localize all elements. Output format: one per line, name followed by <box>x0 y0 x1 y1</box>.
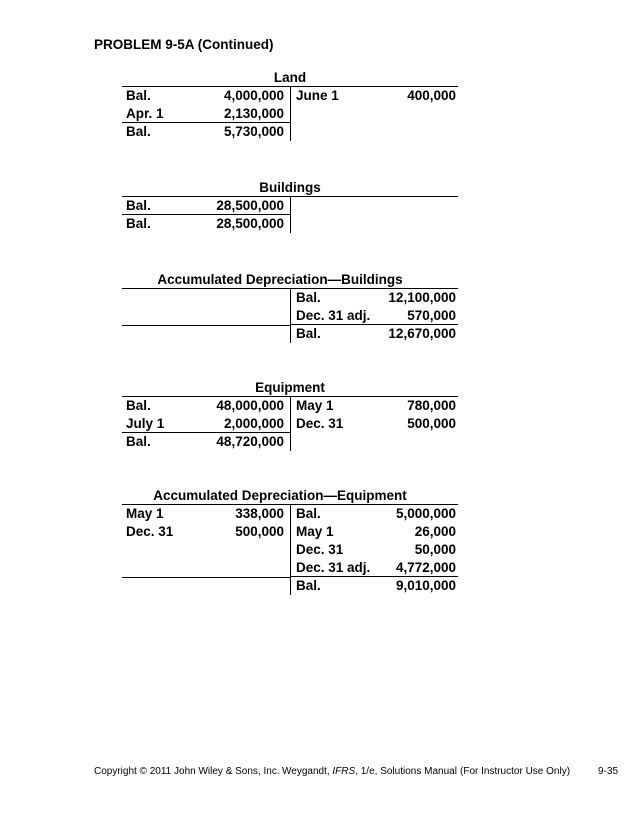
copyright-text: Copyright © 2011 John Wiley & Sons, Inc. <box>94 766 280 777</box>
credit-label: Bal. <box>296 578 321 593</box>
account-title: Equipment <box>122 380 458 397</box>
ledger-row <box>122 123 458 141</box>
ledger-row <box>122 325 458 343</box>
ledger-row <box>122 197 458 215</box>
credit-amount: 9,010,000 <box>395 578 456 593</box>
debit-amount: 2,130,000 <box>223 106 284 121</box>
ledger-row <box>122 577 458 595</box>
credit-amount: 50,000 <box>414 542 456 557</box>
debit-amount: 500,000 <box>235 524 284 539</box>
instructor-notice: (For Instructor Use Only) <box>460 766 571 777</box>
t-account-equipment <box>122 380 458 451</box>
credit-label: May 1 <box>296 398 334 413</box>
account-title: Buildings <box>122 180 458 197</box>
ledger-row <box>122 397 458 415</box>
account-title: Accumulated Depreciation—Equipment <box>153 488 407 503</box>
debit-label: May 1 <box>126 506 164 521</box>
debit-amount: 338,000 <box>235 506 284 521</box>
book-title: IFRS <box>332 766 356 777</box>
credit-label: Dec. 31 <box>296 542 344 557</box>
debit-label: July 1 <box>126 416 165 431</box>
ledger-row <box>122 307 458 325</box>
book-edition: , 1/e, Solutions Manual <box>355 766 457 777</box>
debit-label: Bal. <box>126 124 151 139</box>
debit-amount: 28,500,000 <box>216 198 284 213</box>
t-account-buildings <box>122 180 458 233</box>
debit-label: Bal. <box>126 88 151 103</box>
ledger-row <box>122 505 458 523</box>
ledger-row <box>122 215 458 233</box>
debit-label: Dec. 31 <box>126 524 174 539</box>
ledger-row <box>122 559 458 577</box>
debit-label: Bal. <box>126 216 151 231</box>
ledger-row <box>122 289 458 307</box>
credit-amount: 500,000 <box>407 416 456 431</box>
credit-label: Dec. 31 adj. <box>296 308 371 323</box>
credit-label: June 1 <box>296 88 339 103</box>
rule-line <box>122 577 290 578</box>
debit-amount: 48,000,000 <box>216 398 284 413</box>
credit-amount: 12,670,000 <box>388 326 456 341</box>
debit-label: Bal. <box>126 398 151 413</box>
debit-amount: 2,000,000 <box>223 416 284 431</box>
credit-label: Bal. <box>296 326 321 341</box>
debit-label: Apr. 1 <box>126 106 164 121</box>
credit-amount: 780,000 <box>407 398 456 413</box>
ledger-row <box>122 105 458 123</box>
debit-label: Bal. <box>126 198 151 213</box>
account-title: Land <box>122 70 458 87</box>
book-citation <box>282 766 457 777</box>
credit-amount: 400,000 <box>407 88 456 103</box>
t-account-accum-dep-equipment <box>122 488 458 595</box>
ledger-row <box>122 87 458 105</box>
debit-label: Bal. <box>126 434 151 449</box>
credit-amount: 570,000 <box>407 308 456 323</box>
credit-amount: 5,000,000 <box>395 506 456 521</box>
debit-amount: 4,000,000 <box>223 88 284 103</box>
ledger-row <box>122 415 458 433</box>
t-account-accum-dep-buildings <box>122 272 458 343</box>
debit-amount: 48,720,000 <box>216 434 284 449</box>
credit-label: May 1 <box>296 524 334 539</box>
page-title: PROBLEM 9-5A (Continued) <box>94 37 274 52</box>
debit-amount: 5,730,000 <box>223 124 284 139</box>
rule-line <box>122 325 290 326</box>
credit-label: Dec. 31 adj. <box>296 560 371 575</box>
ledger-row <box>122 541 458 559</box>
credit-amount: 4,772,000 <box>395 560 456 575</box>
account-title: Accumulated Depreciation—Buildings <box>157 272 403 287</box>
credit-amount: 26,000 <box>414 524 456 539</box>
ledger-row <box>122 433 458 451</box>
credit-label: Dec. 31 <box>296 416 344 431</box>
book-author: Weygandt, <box>282 766 333 777</box>
page-number: 9-35 <box>597 766 618 777</box>
ledger-row <box>122 523 458 541</box>
credit-label: Bal. <box>296 290 321 305</box>
credit-amount: 12,100,000 <box>388 290 456 305</box>
debit-amount: 28,500,000 <box>216 216 284 231</box>
credit-label: Bal. <box>296 506 321 521</box>
t-account-land <box>122 70 458 141</box>
